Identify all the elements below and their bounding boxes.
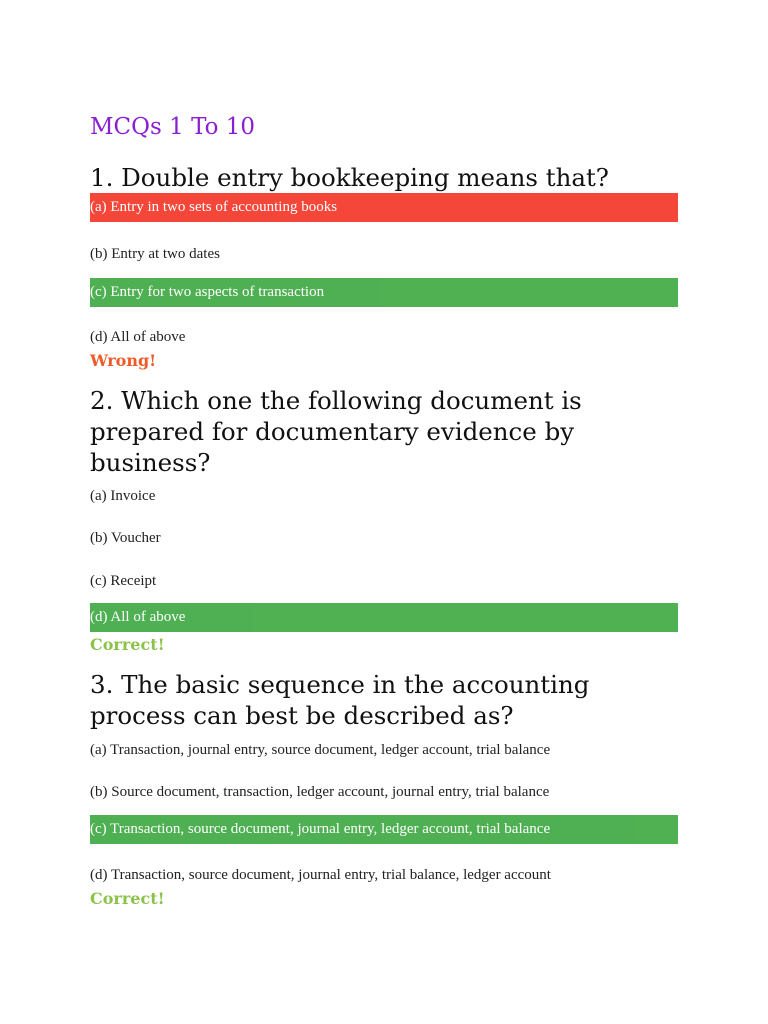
question-3-option-b[interactable]: (b) Source document, transaction, ledger account, journal entry, trial balance (90, 784, 550, 800)
question-2-option-a[interactable]: (a) Invoice (90, 488, 156, 504)
question-3-option-d[interactable]: (d) Transaction, source document, journal entry, trial balance, ledger account (90, 867, 551, 883)
question-3-text: 3. The basic sequence in the accounting process can best be described as? (90, 670, 590, 730)
question-2-option-d[interactable]: (d) All of above (90, 603, 678, 632)
question-3-option-c[interactable]: (c) Transaction, source document, journal entry, ledger account, trial balance (90, 815, 678, 844)
question-2-option-c[interactable]: (c) Receipt (90, 573, 157, 589)
question-3-option-a[interactable]: (a) Transaction, journal entry, source document, ledger account, trial balance (90, 742, 551, 758)
question-1-option-a[interactable]: (a) Entry in two sets of accounting books (90, 193, 678, 222)
question-2-option-b[interactable]: (b) Voucher (90, 530, 161, 546)
question-1-option-c[interactable]: (c) Entry for two aspects of transaction (90, 278, 678, 307)
question-2-text: 2. Which one the following document is prepared for documentary evidence by business? (90, 386, 582, 477)
page-title: MCQs 1 To 10 (90, 114, 256, 140)
question-3-result: Correct! (90, 889, 165, 908)
question-2-result: Correct! (90, 635, 165, 654)
question-1-option-d[interactable]: (d) All of above (90, 329, 186, 345)
question-1-result: Wrong! (90, 351, 157, 370)
question-1-option-b[interactable]: (b) Entry at two dates (90, 246, 220, 262)
question-1-text: 1. Double entry bookkeeping means that? (90, 163, 609, 192)
